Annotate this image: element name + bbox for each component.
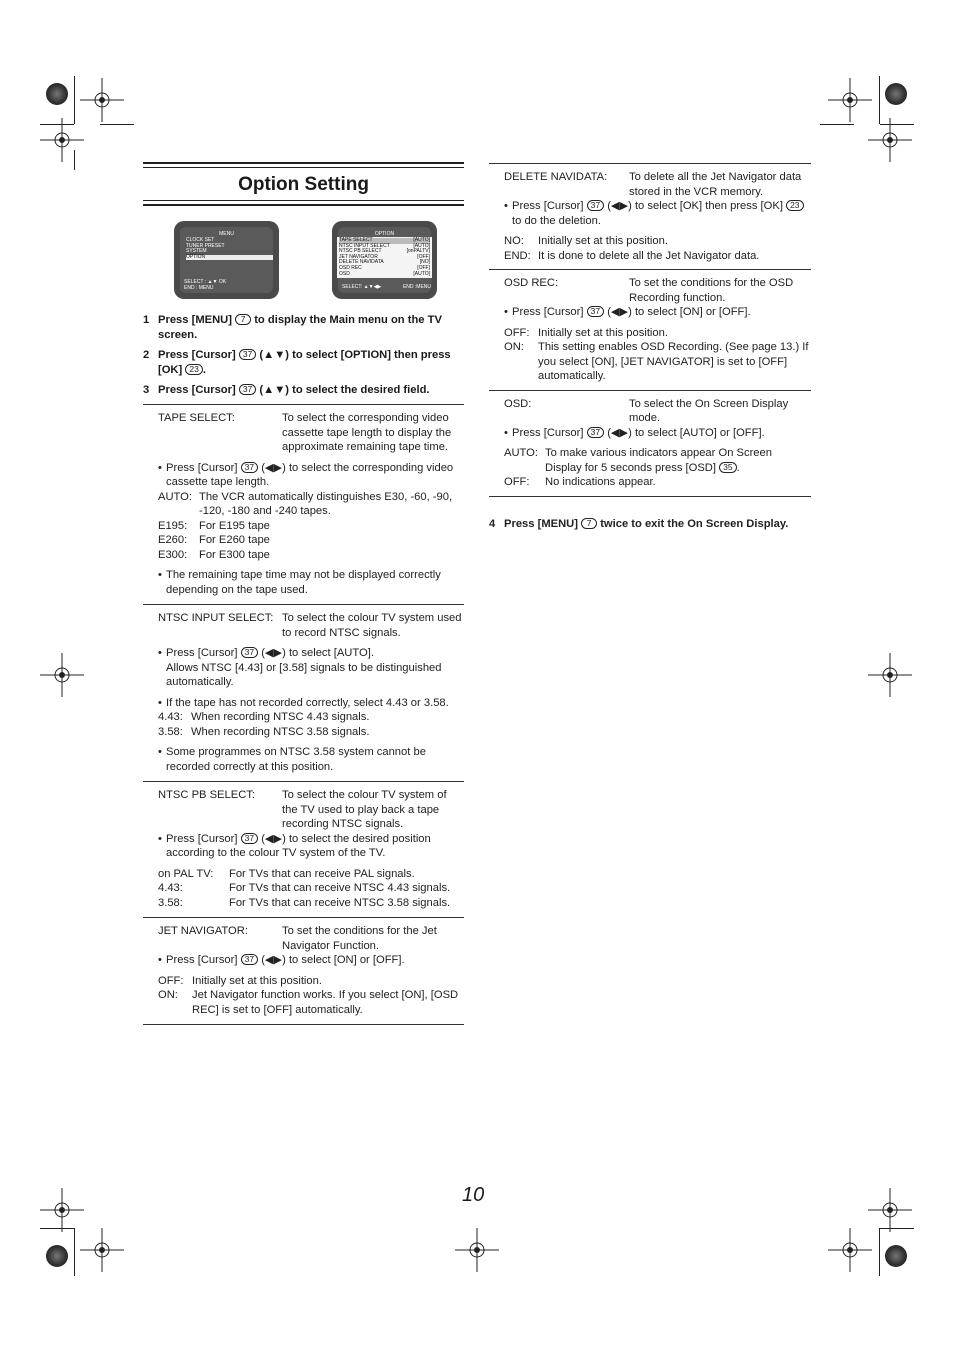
reference-badge: 37 bbox=[239, 384, 256, 395]
definition-value: The VCR automatically distinguishes E30, -60, -90, -120, -180 and -240 tapes. bbox=[199, 490, 453, 517]
option-item-name: OSD bbox=[339, 270, 350, 277]
divider bbox=[489, 496, 811, 497]
divider bbox=[143, 1024, 464, 1025]
step-2 bbox=[143, 348, 465, 377]
definition-key: 3.58: bbox=[158, 725, 183, 738]
definition-value: For E260 tape bbox=[199, 534, 270, 546]
option-item-value: [AUTO] bbox=[413, 242, 430, 249]
definition-value: When recording NTSC 3.58 signals. bbox=[191, 725, 370, 738]
setting-ntsc-pb-select bbox=[143, 782, 464, 917]
definition-row bbox=[504, 475, 811, 490]
option-item-name: DELETE NAVIDATA bbox=[339, 259, 384, 266]
option-footer-end: END :MENU bbox=[402, 283, 431, 290]
menu-item: SYSTEM bbox=[186, 248, 207, 255]
setting-header bbox=[158, 924, 464, 953]
definition-row bbox=[504, 340, 811, 384]
setting-osd-rec bbox=[489, 270, 811, 390]
page-title: Option Setting bbox=[238, 174, 369, 195]
setting-header bbox=[504, 170, 811, 199]
definition-row bbox=[504, 234, 811, 249]
option-item-name: OSD REC bbox=[339, 264, 362, 271]
setting-header bbox=[158, 788, 464, 832]
page-number: 10 bbox=[462, 1184, 485, 1206]
crosshair-icon bbox=[40, 653, 84, 697]
option-item-value: [AUTO] bbox=[413, 270, 430, 277]
step-text: to display the Main menu on the TV screen. bbox=[158, 314, 442, 341]
setting-description: To set the conditions for the OSD Recording function. bbox=[629, 277, 794, 304]
crosshair-icon bbox=[455, 1228, 499, 1272]
setting-description: To select the colour TV system used to record NTSC signals. bbox=[282, 612, 462, 639]
right-settings-column bbox=[489, 163, 811, 537]
definition-row bbox=[504, 446, 811, 475]
menu-item: TUNER PRESET bbox=[186, 242, 225, 249]
definition-value: . bbox=[736, 461, 740, 474]
definition-key: NO: bbox=[504, 235, 524, 247]
definition-value: To make various indicators appear On Screen Display for 5 seconds press [OSD] bbox=[545, 447, 772, 474]
definition-value: It is done to delete all the Jet Navigator data. bbox=[538, 249, 760, 262]
definition-value: For TVs that can receive NTSC 3.58 signals. bbox=[229, 896, 451, 909]
step-text: . bbox=[202, 363, 206, 376]
definition-row bbox=[504, 326, 811, 341]
definition-row bbox=[158, 881, 464, 896]
step-number: 2 bbox=[143, 349, 150, 361]
crosshair-icon bbox=[80, 78, 124, 122]
step-number: 4 bbox=[489, 517, 496, 530]
bullet-text: Allows NTSC [4.43] or [3.58] signals to be distinguished automatically. bbox=[166, 661, 442, 688]
setting-ntsc-input-select bbox=[143, 605, 464, 781]
option-item bbox=[339, 272, 430, 278]
definition-key: ON: bbox=[158, 989, 178, 1001]
setting-header bbox=[158, 411, 464, 455]
definition-value: Initially set at this position. bbox=[192, 974, 322, 987]
color-rosette-icon bbox=[46, 83, 68, 105]
bullet-text: (◀▶) to select the desired position according to the colour TV system of the TV. bbox=[166, 832, 431, 859]
bullet-text: (◀▶) to select [ON] or [OFF]. bbox=[261, 954, 405, 966]
option-item-name: NTSC PB SELECT bbox=[339, 248, 382, 255]
menu-item: CLOCK SET bbox=[186, 237, 215, 243]
setting-header bbox=[504, 397, 811, 426]
steps-list bbox=[143, 313, 465, 404]
definition-key: OFF: bbox=[158, 974, 184, 987]
bullet-text: (◀▶) to select [AUTO] or [OFF]. bbox=[607, 426, 765, 439]
crosshair-icon bbox=[828, 78, 872, 122]
instruction-bullet bbox=[158, 953, 464, 968]
section-title-block bbox=[143, 162, 464, 206]
color-rosette-icon bbox=[885, 83, 907, 105]
option-item-name: JET NAVIGATOR bbox=[339, 253, 378, 260]
definition-key: on PAL TV: bbox=[158, 867, 214, 880]
crosshair-icon bbox=[868, 653, 912, 697]
definition-row bbox=[158, 725, 464, 740]
definition-key: 3.58: bbox=[158, 896, 183, 909]
instruction-bullet bbox=[504, 199, 811, 228]
step-3 bbox=[143, 383, 465, 398]
definition-row bbox=[158, 519, 464, 534]
setting-name: OSD: bbox=[504, 397, 532, 410]
setting-description: To select the corresponding video cassette tape length to display the approximate remaining tape time. bbox=[282, 412, 452, 453]
setting-name: NTSC INPUT SELECT: bbox=[158, 612, 274, 624]
setting-name: DELETE NAVIDATA: bbox=[504, 171, 608, 183]
menu-screen-header: MENU bbox=[219, 231, 234, 237]
definition-row bbox=[158, 710, 464, 725]
definition-row bbox=[158, 533, 464, 548]
crop-line bbox=[820, 124, 854, 125]
option-screen-header: OPTION bbox=[374, 231, 395, 237]
option-item-value: [onPALTV] bbox=[406, 248, 430, 255]
setting-header bbox=[158, 611, 464, 640]
reference-badge: 7 bbox=[235, 314, 251, 325]
definition-key: 4.43: bbox=[158, 711, 183, 723]
bullet-text: Press [Cursor] bbox=[512, 426, 584, 439]
crop-line bbox=[40, 124, 74, 125]
bullet-text: (◀▶) to select [ON] or [OFF]. bbox=[607, 306, 751, 318]
step-text: Press [Cursor] bbox=[158, 384, 236, 396]
definition-row bbox=[158, 867, 464, 882]
reference-badge: 7 bbox=[581, 518, 597, 529]
menu-item-selected: OPTION bbox=[186, 255, 273, 261]
setting-name: TAPE SELECT: bbox=[158, 412, 235, 424]
crop-line bbox=[100, 124, 134, 125]
step-text: (▲▼) to select [OPTION] then press [OK] bbox=[158, 349, 451, 376]
step-text: Press [Cursor] bbox=[158, 349, 236, 361]
menu-screen-footer bbox=[184, 280, 273, 291]
bullet-text: Press [Cursor] bbox=[166, 647, 238, 659]
definition-row bbox=[158, 490, 464, 519]
definition-value: No indications appear. bbox=[545, 476, 656, 488]
step-number: 1 bbox=[143, 314, 150, 326]
crosshair-icon bbox=[40, 1188, 84, 1232]
crosshair-icon bbox=[828, 1228, 872, 1272]
crop-line bbox=[74, 76, 75, 124]
step-text: Press [MENU] bbox=[158, 314, 232, 326]
definition-value: For E195 tape bbox=[199, 519, 270, 532]
definition-value: Initially set at this position. bbox=[538, 326, 668, 339]
reference-badge: 37 bbox=[587, 306, 604, 317]
left-settings-column bbox=[143, 404, 464, 1025]
setting-description: To select the colour TV system of the TV used to play back a tape recording NTSC signals. bbox=[282, 789, 447, 830]
bullet-text: Press [Cursor] bbox=[512, 200, 584, 212]
definition-value: For E300 tape bbox=[199, 548, 270, 561]
definition-key: OFF: bbox=[504, 476, 530, 488]
definition-value: Jet Navigator function works. If you select [ON], [OSD REC] is set to [OFF] automatically. bbox=[192, 989, 459, 1016]
step-text: Press [MENU] bbox=[504, 517, 578, 530]
reference-badge: 37 bbox=[587, 200, 604, 211]
setting-header bbox=[504, 276, 811, 305]
step-4 bbox=[489, 517, 811, 532]
definition-key: E195: bbox=[158, 519, 188, 532]
step-1 bbox=[143, 313, 465, 342]
setting-tape-select bbox=[143, 405, 464, 604]
instruction-bullet bbox=[504, 305, 811, 320]
bullet-text: Press [Cursor] bbox=[166, 461, 238, 474]
option-screen-footer bbox=[342, 285, 431, 291]
crosshair-icon bbox=[80, 1228, 124, 1272]
definition-row bbox=[504, 249, 811, 264]
definition-key: AUTO: bbox=[158, 490, 192, 503]
definition-key: END: bbox=[504, 249, 531, 262]
definition-key: AUTO: bbox=[504, 447, 538, 459]
setting-name: OSD REC: bbox=[504, 277, 559, 289]
definition-value: For TVs that can receive NTSC 4.43 signals. bbox=[229, 882, 451, 894]
tv-screen-option-menu bbox=[332, 221, 437, 299]
setting-name: NTSC PB SELECT: bbox=[158, 789, 255, 801]
option-item-value: [AUTO] bbox=[413, 237, 430, 243]
instruction-bullet bbox=[504, 426, 811, 441]
option-item-name: TAPE SELECT bbox=[339, 237, 373, 243]
crop-line bbox=[74, 1228, 75, 1276]
definition-value: For TVs that can receive PAL signals. bbox=[229, 867, 415, 880]
definition-key: 4.43: bbox=[158, 882, 183, 894]
reference-badge: 37 bbox=[241, 462, 258, 473]
bullet-text: (◀▶) to select [AUTO]. bbox=[261, 647, 374, 659]
reference-badge: 37 bbox=[239, 349, 256, 360]
bullet-text: Press [Cursor] bbox=[166, 832, 238, 845]
definition-key: OFF: bbox=[504, 326, 530, 339]
color-rosette-icon bbox=[46, 1245, 68, 1267]
instruction-bullet bbox=[158, 461, 464, 490]
definition-key: E300: bbox=[158, 548, 188, 561]
reference-badge: 37 bbox=[241, 647, 258, 658]
option-item-value: [OFF] bbox=[417, 253, 430, 260]
setting-description: To delete all the Jet Navigator data stored in the VCR memory. bbox=[629, 171, 802, 198]
setting-delete-navidata bbox=[489, 164, 811, 269]
crop-line bbox=[74, 150, 75, 170]
crop-line bbox=[40, 1228, 74, 1229]
note-bullet: • Some programmes on NTSC 3.58 system cannot be recorded correctly at this position. bbox=[158, 745, 464, 774]
instruction-bullet bbox=[158, 646, 464, 690]
definition-value: When recording NTSC 4.43 signals. bbox=[191, 711, 370, 723]
option-item-name: NTSC INPUT SELECT bbox=[339, 242, 390, 249]
definition-row bbox=[158, 988, 464, 1017]
definition-row bbox=[158, 896, 464, 911]
setting-description: To select the On Screen Display mode. bbox=[629, 397, 789, 424]
step-text: (▲▼) to select the desired field. bbox=[259, 384, 430, 396]
definition-value: Initially set at this position. bbox=[538, 235, 668, 247]
setting-name: JET NAVIGATOR: bbox=[158, 925, 248, 937]
option-item-value: [NO] bbox=[419, 259, 430, 266]
definition-key: ON: bbox=[504, 341, 524, 353]
option-footer-select: SELECT: ▲▼◀▶ bbox=[342, 283, 382, 290]
option-item-value: [OFF] bbox=[417, 264, 430, 271]
setting-description: To set the conditions for the Jet Navigator Function. bbox=[282, 925, 437, 952]
menu-screen-list bbox=[184, 237, 275, 261]
reference-badge: 37 bbox=[587, 427, 604, 438]
crop-line bbox=[880, 124, 914, 125]
setting-osd bbox=[489, 391, 811, 496]
color-rosette-icon bbox=[885, 1245, 907, 1267]
option-screen-list bbox=[337, 237, 432, 278]
step-text: twice to exit the On Screen Display. bbox=[600, 517, 789, 530]
definition-value: This setting enables OSD Recording. (See page 13.) If you select [ON], [JET NAVIGATOR] is set to [OFF] automatically. bbox=[538, 341, 809, 382]
definition-key: E260: bbox=[158, 534, 188, 546]
step-number: 3 bbox=[143, 384, 150, 396]
reference-badge: 37 bbox=[241, 954, 258, 965]
bullet-text: Press [Cursor] bbox=[166, 954, 238, 966]
crop-line bbox=[879, 1228, 880, 1276]
definition-row bbox=[158, 548, 464, 563]
bullet-text: Press [Cursor] bbox=[512, 306, 584, 318]
reference-badge: 23 bbox=[786, 200, 803, 211]
menu-footer-end: END : MENU bbox=[184, 284, 214, 291]
definition-row bbox=[158, 974, 464, 989]
reference-badge: 23 bbox=[185, 364, 202, 375]
instruction-bullet bbox=[158, 832, 464, 861]
reference-badge: 35 bbox=[719, 462, 736, 473]
note-bullet: • If the tape has not recorded correctly, select 4.43 or 3.58. bbox=[158, 696, 464, 711]
crop-line bbox=[880, 1228, 914, 1229]
crop-line bbox=[879, 76, 880, 124]
tv-screen-main-menu bbox=[174, 221, 279, 299]
bullet-text: to do the deletion. bbox=[512, 214, 601, 227]
bullet-text: (◀▶) to select the corresponding video cassette tape length. bbox=[166, 461, 454, 488]
menu-footer-select: SELECT : ▲▼ OK bbox=[184, 279, 227, 285]
title-rule-bottom bbox=[143, 200, 464, 206]
crosshair-icon bbox=[868, 1188, 912, 1232]
bullet-text: (◀▶) to select [OK] then press [OK] bbox=[607, 200, 783, 212]
setting-jet-navigator bbox=[143, 918, 464, 1024]
note-bullet: • The remaining tape time may not be displayed correctly depending on the tape used. bbox=[158, 568, 464, 597]
reference-badge: 37 bbox=[241, 833, 258, 844]
